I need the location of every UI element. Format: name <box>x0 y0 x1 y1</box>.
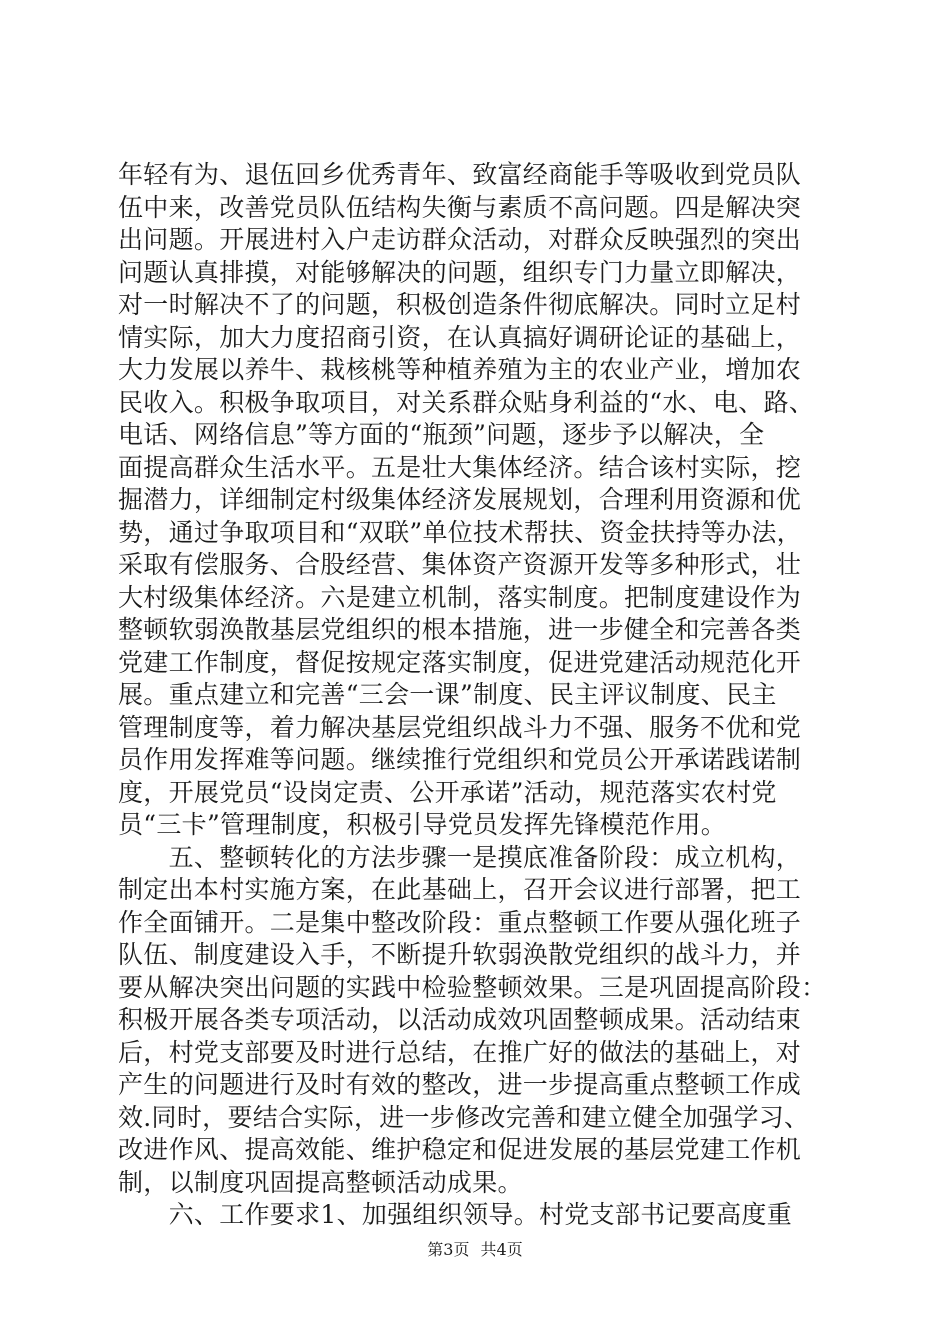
text-line: 效.同时，要结合实际，进一步修改完善和建立健全加强学习、 <box>118 1102 810 1132</box>
text-line: 产生的问题进行及时有效的整改，进一步提高重点整顿工作成 <box>118 1070 802 1099</box>
text-line: 五、整顿转化的方法步骤一是摸底准备阶段：成立机构， <box>118 842 802 872</box>
text-line: 面提高群众生活水平。五是壮大集体经济。结合该村实际，挖 <box>118 452 802 482</box>
text-line: 采取有偿服务、合股经营、集体资产资源开发等多种形式，壮 <box>118 550 802 579</box>
text-line: 民收入。积极争取项目，对关系群众贴身利益的“水、电、路、 <box>118 387 815 417</box>
text-line: 管理制度等，着力解决基层党组织战斗力不强、服务不优和党 <box>118 712 802 742</box>
text-line: 整顿软弱涣散基层党组织的根本措施，进一步健全和完善各类 <box>118 615 802 644</box>
text-line: 制，以制度巩固提高整顿活动成果。 <box>118 1167 523 1197</box>
text-line: 情实际，加大力度招商引资，在认真搞好调研论证的基础上， <box>118 322 802 352</box>
text-line: 出问题。开展进村入户走访群众活动，对群众反映强烈的突出 <box>118 225 802 254</box>
text-line: 员“三卡”管理制度，积极引导党员发挥先锋模范作用。 <box>118 810 727 839</box>
text-line: 问题认真排摸，对能够解决的问题，组织专门力量立即解决， <box>118 257 802 287</box>
text-line: 六、工作要求1、加强组织领导。村党支部书记要高度重 <box>118 1200 793 1229</box>
text-line: 员作用发挥难等问题。继续推行党组织和党员公开承诺践诺制 <box>118 745 802 774</box>
page-number: 第3页 <box>427 1240 470 1259</box>
text-line: 度，开展党员“设岗定责、公开承诺”活动，规范落实农村党 <box>118 777 777 807</box>
text-line: 对一时解决不了的问题，积极创造条件彻底解决。同时立足村 <box>118 290 802 319</box>
document-body <box>118 159 838 1232</box>
text-line: 展。重点建立和完善“三会一课”制度、民主评议制度、民主 <box>118 680 777 709</box>
text-line: 制定出本村实施方案，在此基础上，召开会议进行部署，把工 <box>118 875 802 904</box>
text-line: 后，村党支部要及时进行总结，在推广好的做法的基础上，对 <box>118 1037 802 1067</box>
text-line: 年轻有为、退伍回乡优秀青年、致富经商能手等吸收到党员队 <box>118 160 802 189</box>
text-line: 作全面铺开。二是集中整改阶段：重点整顿工作要从强化班子 <box>118 907 802 937</box>
text-line: 要从解决突出问题的实践中检验整顿效果。三是巩固提高阶段： <box>118 972 827 1002</box>
page-total: 共4页 <box>480 1240 523 1259</box>
text-line: 电话、网络信息”等方面的“瓶颈”问题，逐步予以解决，全 <box>118 420 765 449</box>
text-line: 伍中来，改善党员队伍结构失衡与素质不高问题。四是解决突 <box>118 192 802 222</box>
text-line: 队伍、制度建设入手，不断提升软弱涣散党组织的战斗力，并 <box>118 940 802 969</box>
text-line: 党建工作制度，督促按规定落实制度，促进党建活动规范化开 <box>118 647 802 677</box>
text-line: 掘潜力，详细制定村级集体经济发展规划，合理利用资源和优 <box>118 485 802 514</box>
page-footer <box>0 1240 950 1260</box>
text-line: 改进作风、提高效能、维护稳定和促进发展的基层党建工作机 <box>118 1135 802 1164</box>
text-line: 积极开展各类专项活动，以活动成效巩固整顿成果。活动结束 <box>118 1005 802 1034</box>
text-line: 大村级集体经济。六是建立机制，落实制度。把制度建设作为 <box>118 582 802 612</box>
text-line: 势，通过争取项目和“双联”单位技术帮扶、资金扶持等办法， <box>118 517 802 547</box>
text-line: 大力发展以养牛、栽核桃等种植养殖为主的农业产业，增加农 <box>118 355 802 384</box>
